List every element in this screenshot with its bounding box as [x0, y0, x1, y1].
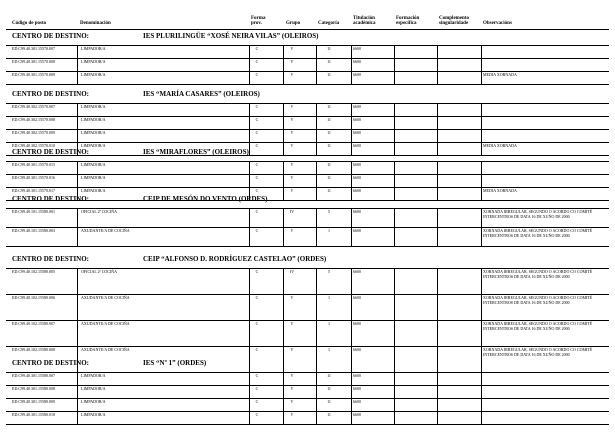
cell-forma: C [255, 373, 259, 378]
cell-denominacion: LIMPADOR/A [81, 130, 106, 135]
col-header-formacion-1: Formación [396, 16, 420, 21]
cell-titulacion: 6600 [353, 269, 361, 274]
cell-observacions: MEDIA XORNADA [483, 143, 517, 148]
cell-observacions: XORNADA IRREGULAR, SEGUNDO O ACORDO CO COMITÉ INTERCENTROS DE DATA 16 DE XUÑO DE 2000 [483, 209, 593, 219]
cell-codigo: ED.C99.40.301.15580.007 [12, 373, 55, 378]
cell-titulacion: 6600 [353, 228, 361, 233]
cell-observacions: XORNADA IRREGULAR, SEGUNDO O ACORDO CO COMITÉ INTERCENTROS DE DATA 16 DE XUÑO DE 2000 [483, 347, 593, 357]
cell-observacions: XORNADA IRREGULAR, SEGUNDO O ACORDO CO COMITÉ INTERCENTROS DE DATA 16 DE XUÑO DE 2000 [483, 228, 593, 238]
column-rule [283, 161, 284, 200]
column-rule [316, 372, 317, 424]
section-label: CENTRO DE DESTINO: [12, 148, 90, 156]
col-header-formacion-2: específica [396, 21, 417, 26]
col-header-grupo: Grupo [286, 21, 301, 26]
cell-grupo: V [290, 117, 294, 122]
cell-grupo: V [290, 175, 294, 180]
column-rule [316, 161, 317, 200]
cell-forma: C [255, 72, 259, 77]
column-rule [77, 372, 78, 424]
column-rule [283, 208, 284, 246]
cell-categoria: 11 [327, 104, 331, 109]
cell-grupo: V [290, 321, 294, 326]
col-header-observacions: Observacións [483, 21, 512, 26]
cell-denominacion: LIMPADOR/A [81, 188, 106, 193]
column-rule [249, 268, 250, 372]
cell-titulacion: 6600 [353, 143, 361, 148]
cell-categoria: 11 [327, 72, 331, 77]
cell-denominacion: LIMPADOR/A [81, 162, 106, 167]
cell-forma: C [255, 162, 259, 167]
cell-titulacion: 6600 [353, 46, 361, 51]
cell-codigo: ED.C99.40.301.15580.010 [12, 412, 55, 417]
cell-codigo: ED.C99.40.302.15570.007 [12, 104, 55, 109]
column-rule [77, 268, 78, 372]
cell-grupo: V [290, 143, 294, 148]
column-rule [351, 208, 352, 246]
cell-titulacion: 6600 [353, 386, 361, 391]
cell-denominacion: LIMPADOR/A [81, 175, 106, 180]
column-rule [283, 372, 284, 424]
cell-titulacion: 6600 [353, 209, 361, 214]
cell-grupo: V [290, 104, 294, 109]
column-rule [77, 208, 78, 246]
col-header-titulacion-2: académica [353, 21, 376, 26]
cell-denominacion: LIMPADOR/A [81, 104, 106, 109]
column-rule [351, 268, 352, 372]
cell-categoria: 11 [327, 46, 331, 51]
cell-codigo: ED.C99.40.302.15570.010 [12, 143, 55, 148]
cell-grupo: V [290, 46, 294, 51]
cell-grupo: V [290, 162, 294, 167]
cell-forma: C [255, 117, 259, 122]
cell-forma: C [255, 347, 259, 352]
cell-grupo: V [290, 295, 294, 300]
section-label: CENTRO DE DESTINO: [12, 32, 90, 40]
cell-forma: C [255, 228, 259, 233]
cell-forma: C [255, 295, 259, 300]
cell-grupo: V [290, 130, 294, 135]
col-header-complemento-1: Complemento [439, 16, 469, 21]
cell-categoria: 1 [328, 228, 330, 233]
column-rule [394, 208, 395, 246]
cell-categoria: 5 [328, 269, 330, 274]
cell-grupo: V [290, 399, 294, 404]
cell-codigo: ED.C99.40.102.15580.007 [12, 321, 55, 326]
header-divider [6, 29, 609, 30]
cell-grupo: IV [289, 209, 295, 214]
cell-titulacion: 6600 [353, 347, 361, 352]
cell-codigo: ED.C99.40.301.15570.007 [12, 46, 55, 51]
cell-denominacion: AXUDANTE/A DE COCIÑA [81, 228, 130, 233]
column-rule [481, 161, 482, 200]
cell-codigo: ED.C99.40.301.15570.009 [12, 72, 55, 77]
column-rule [316, 208, 317, 246]
column-rule [481, 45, 482, 84]
cell-grupo: V [290, 59, 294, 64]
cell-denominacion: LIMPADOR/A [81, 373, 106, 378]
cell-categoria: 11 [327, 386, 331, 391]
cell-forma: C [255, 269, 259, 274]
cell-forma: C [255, 188, 259, 193]
row-rule [6, 246, 609, 247]
cell-titulacion: 6600 [353, 59, 361, 64]
cell-denominacion: LIMPADOR/A [81, 72, 106, 77]
cell-grupo: V [290, 228, 294, 233]
column-rule [77, 45, 78, 84]
cell-categoria: 11 [327, 175, 331, 180]
cell-categoria: 11 [327, 412, 331, 417]
section-label: CENTRO DE DESTINO: [12, 90, 90, 98]
column-rule [249, 103, 250, 155]
column-rule [249, 45, 250, 84]
cell-observacions: XORNADA IRREGULAR, SEGUNDO O ACORDO CO COMITÉ INTERCENTROS DE DATA 16 DE XUÑO DE 2000 [483, 321, 593, 331]
cell-denominacion: LIMPADOR/A [81, 117, 106, 122]
col-header-forma: Forma [251, 16, 266, 21]
col-header-denominacion: Denominación [80, 21, 111, 26]
cell-observacions: MEDIA XORNADA [483, 188, 517, 193]
cell-codigo: ED.C99.40.301.15570.017 [12, 188, 55, 193]
cell-observacions: XORNADA IRREGULAR, SEGUNDO O ACORDO CO COMITÉ INTERCENTROS DE DATA 16 DE XUÑO DE 2000 [483, 295, 593, 305]
column-rule [394, 103, 395, 155]
column-rule [283, 45, 284, 84]
column-rule [394, 268, 395, 372]
cell-forma: C [255, 209, 259, 214]
row-rule [6, 155, 609, 156]
col-header-titulacion-1: Titulación [353, 16, 375, 21]
cell-forma: C [255, 104, 259, 109]
section-label: CENTRO DE DESTINO: [12, 255, 90, 263]
cell-titulacion: 6600 [353, 104, 361, 109]
cell-grupo: V [290, 72, 294, 77]
cell-forma: C [255, 412, 259, 417]
cell-codigo: ED.C99.40.301.15580.008 [12, 386, 55, 391]
cell-grupo: V [290, 412, 294, 417]
column-rule [283, 268, 284, 372]
cell-denominacion: LIMPADOR/A [81, 46, 106, 51]
cell-denominacion: LIMPADOR/A [81, 143, 106, 148]
cell-grupo: V [290, 386, 294, 391]
cell-codigo: ED.C99.40.102.15580.005 [12, 269, 55, 274]
cell-denominacion: LIMPADOR/A [81, 386, 106, 391]
column-rule [481, 208, 482, 246]
column-rule [316, 268, 317, 372]
cell-titulacion: 6600 [353, 373, 361, 378]
cell-codigo: ED.C99.40.301.15580.009 [12, 399, 55, 404]
cell-titulacion: 6600 [353, 175, 361, 180]
cell-categoria: 11 [327, 130, 331, 135]
column-rule [394, 161, 395, 200]
cell-denominacion: OFICIAL 2ª COCIÑA [81, 269, 118, 274]
column-rule [351, 161, 352, 200]
column-rule [437, 268, 438, 372]
cell-denominacion: OFICIAL 2ª COCIÑA [81, 209, 118, 214]
cell-observacions: MEDIA XORNADA [483, 72, 517, 77]
cell-forma: C [255, 130, 259, 135]
cell-forma: C [255, 399, 259, 404]
cell-codigo: ED.C99.40.102.15580.008 [12, 347, 55, 352]
cell-grupo: IV [289, 269, 295, 274]
column-rule [283, 103, 284, 155]
section-name: IES “MARÍA CASARES” (OLEIROS) [143, 90, 260, 98]
row-rule [6, 200, 609, 201]
column-rule [394, 45, 395, 84]
cell-categoria: 1 [328, 347, 330, 352]
column-rule [437, 103, 438, 155]
cell-observacions: XORNADA IRREGULAR, SEGUNDO O ACORDO CO COMITÉ INTERCENTROS DE DATA 16 DE XUÑO DE 2000 [483, 269, 593, 279]
column-rule [437, 372, 438, 424]
section-name: CEIP DE MESÓN DO VENTO (ORDES) [143, 195, 268, 203]
cell-codigo: ED.C99.40.301.15570.015 [12, 162, 55, 167]
col-header-categoria: Categoría [318, 21, 340, 26]
cell-titulacion: 6600 [353, 130, 361, 135]
cell-codigo: ED.C99.40.301.15570.008 [12, 59, 55, 64]
cell-titulacion: 6600 [353, 295, 361, 300]
cell-codigo: ED.C99.40.102.15580.006 [12, 295, 55, 300]
cell-denominacion: LIMPADOR/A [81, 59, 106, 64]
column-rule [437, 161, 438, 200]
section-name: IES “Nº 1” (ORDES) [143, 359, 207, 367]
section-name: CEIP “ALFONSO D. RODRÍGUEZ CASTELAO” (ORDES) [143, 255, 327, 263]
cell-categoria: 1 [328, 321, 330, 326]
section-label: CENTRO DE DESTINO: [12, 195, 90, 203]
cell-denominacion: LIMPADOR/A [81, 399, 106, 404]
cell-denominacion: AXUDANTE/A DE COCIÑA [81, 321, 130, 326]
cell-denominacion: AXUDANTE/A DE COCIÑA [81, 347, 130, 352]
cell-codigo: ED.C99.40.302.15570.009 [12, 130, 55, 135]
cell-codigo: ED.C99.40.101.15580.001 [12, 209, 55, 214]
cell-categoria: 1 [328, 295, 330, 300]
column-rule [394, 372, 395, 424]
row-rule [6, 424, 609, 425]
cell-categoria: 11 [327, 399, 331, 404]
cell-titulacion: 6600 [353, 412, 361, 417]
column-rule [437, 45, 438, 84]
cell-titulacion: 6600 [353, 399, 361, 404]
cell-categoria: 11 [327, 188, 331, 193]
cell-categoria: 11 [327, 162, 331, 167]
cell-codigo: ED.C99.40.302.15570.008 [12, 117, 55, 122]
cell-categoria: 11 [327, 117, 331, 122]
cell-titulacion: 6600 [353, 72, 361, 77]
cell-forma: C [255, 143, 259, 148]
section-name: IES PLURILINGÜE “XOSÉ NEIRA VILAS” (OLEIROS) [143, 32, 319, 40]
column-rule [249, 372, 250, 424]
column-rule [351, 372, 352, 424]
cell-categoria: 11 [327, 373, 331, 378]
cell-categoria: 11 [327, 59, 331, 64]
cell-categoria: 5 [328, 209, 330, 214]
column-rule [437, 208, 438, 246]
column-rule [351, 45, 352, 84]
cell-forma: C [255, 46, 259, 51]
column-rule [481, 268, 482, 372]
column-rule [351, 103, 352, 155]
section-label: CENTRO DE DESTINO: [12, 359, 90, 367]
column-rule [481, 372, 482, 424]
cell-grupo: V [290, 347, 294, 352]
column-rule [249, 208, 250, 246]
cell-titulacion: 6600 [353, 117, 361, 122]
cell-denominacion: LIMPADOR/A [81, 412, 106, 417]
column-rule [316, 45, 317, 84]
cell-categoria: 11 [327, 143, 331, 148]
cell-titulacion: 6600 [353, 162, 361, 167]
section-name: IES “MIRAFLORES” (OLEIROS) [143, 148, 249, 156]
cell-titulacion: 6600 [353, 321, 361, 326]
row-rule [6, 84, 609, 85]
col-header-complemento-2: singularidade [439, 21, 469, 26]
cell-codigo: ED.C99.40.101.15580.003 [12, 228, 55, 233]
cell-forma: C [255, 59, 259, 64]
cell-forma: C [255, 175, 259, 180]
cell-titulacion: 6600 [353, 188, 361, 193]
cell-forma: C [255, 321, 259, 326]
cell-forma: C [255, 386, 259, 391]
col-header-prov: prov. [251, 21, 262, 26]
cell-grupo: V [290, 188, 294, 193]
column-rule [481, 103, 482, 155]
column-rule [316, 103, 317, 155]
cell-codigo: ED.C99.40.301.15570.016 [12, 175, 55, 180]
col-header-codigo: Código de posto [12, 21, 47, 26]
cell-denominacion: AXUDANTE/A DE COCIÑA [81, 295, 130, 300]
cell-grupo: V [290, 373, 294, 378]
